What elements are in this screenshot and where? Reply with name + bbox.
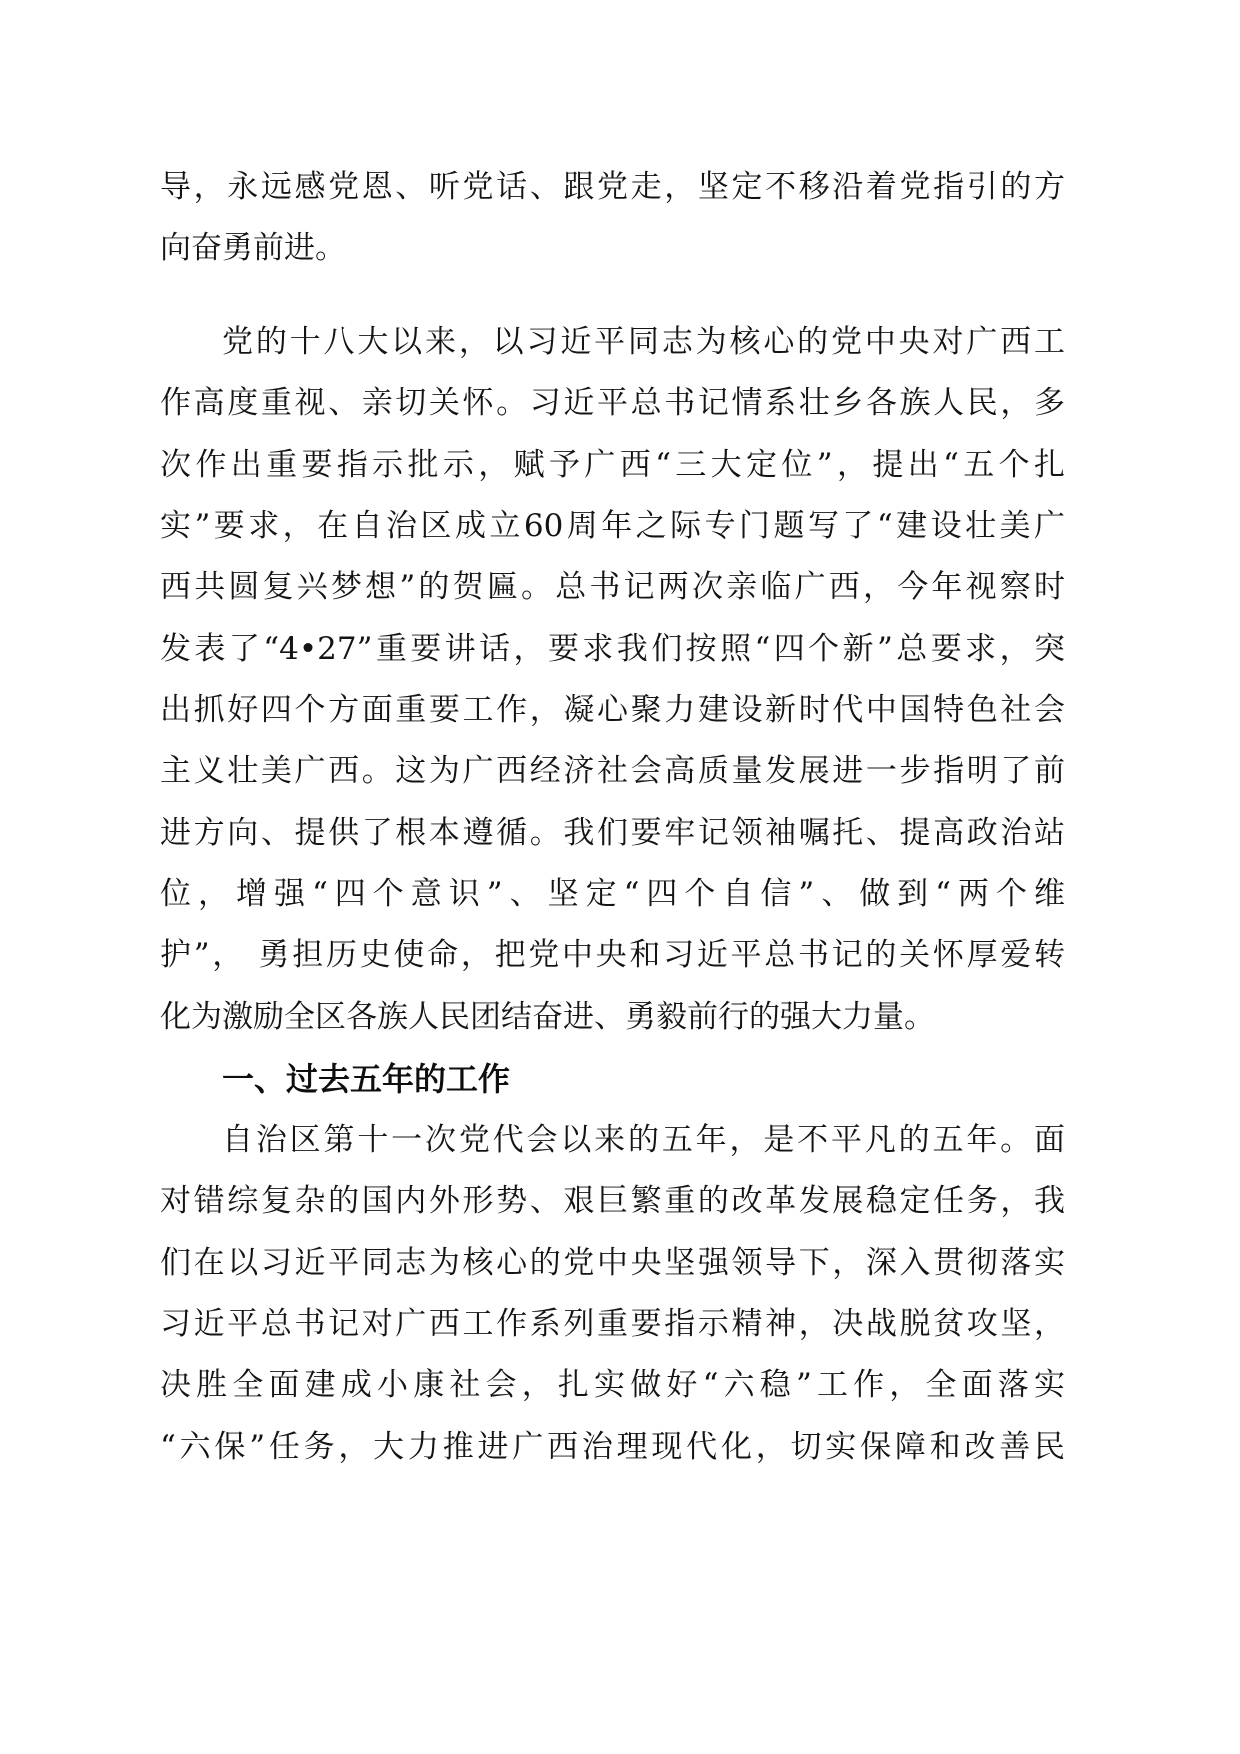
text-line: 对错综复杂的国内外形势、艰巨繁重的改革发展稳定任务，我: [160, 1183, 1065, 1219]
text-line: “六保”任务，大力推进广西治理现代化，切实保障和改善民: [160, 1429, 1065, 1465]
text-line: 作高度重视、亲切关怀。习近平总书记情系壮乡各族人民，多: [160, 385, 1065, 421]
section-heading: 一、过去五年的工作: [222, 1060, 511, 1098]
text-line: 们在以习近平同志为核心的党中央坚强领导下，深入贯彻落实: [160, 1245, 1065, 1281]
text-line: 护”， 勇担历史使命，把党中央和习近平总书记的关怀厚爱转: [160, 937, 1065, 973]
text-line: 化为激励全区各族人民团结奋进、勇毅前行的强大力量。: [160, 999, 935, 1035]
text-line: 主义壮美广西。这为广西经济社会高质量发展进一步指明了前: [160, 753, 1065, 789]
text-line: 决胜全面建成小康社会，扎实做好“六稳”工作，全面落实: [160, 1367, 1065, 1403]
text-line: 向奋勇前进。: [160, 230, 346, 266]
paragraph-start-line: 自治区第十一次党代会以来的五年，是不平凡的五年。面: [222, 1122, 1065, 1158]
text-line: 实”要求，在自治区成立60周年之际专门题写了“建设壮美广: [160, 508, 1065, 544]
text-line: 出抓好四个方面重要工作，凝心聚力建设新时代中国特色社会: [160, 692, 1065, 728]
text-line: 导，永远感党恩、听党话、跟党走，坚定不移沿着党指引的方: [160, 169, 1065, 205]
text-line: 位，增强“四个意识”、坚定“四个自信”、做到“两个维: [160, 876, 1065, 912]
text-line: 习近平总书记对广西工作系列重要指示精神，决战脱贫攻坚，: [160, 1306, 1065, 1342]
paragraph-start-line: 党的十八大以来，以习近平同志为核心的党中央对广西工: [222, 324, 1065, 360]
text-line: 进方向、提供了根本遵循。我们要牢记领袖嘱托、提高政治站: [160, 815, 1065, 851]
text-line: 发表了“4•27”重要讲话，要求我们按照“四个新”总要求，突: [160, 631, 1065, 667]
text-line: 西共圆复兴梦想”的贺匾。总书记两次亲临广西，今年视察时: [160, 569, 1065, 605]
text-line: 次作出重要指示批示，赋予广西“三大定位”，提出“五个扎: [160, 447, 1065, 483]
